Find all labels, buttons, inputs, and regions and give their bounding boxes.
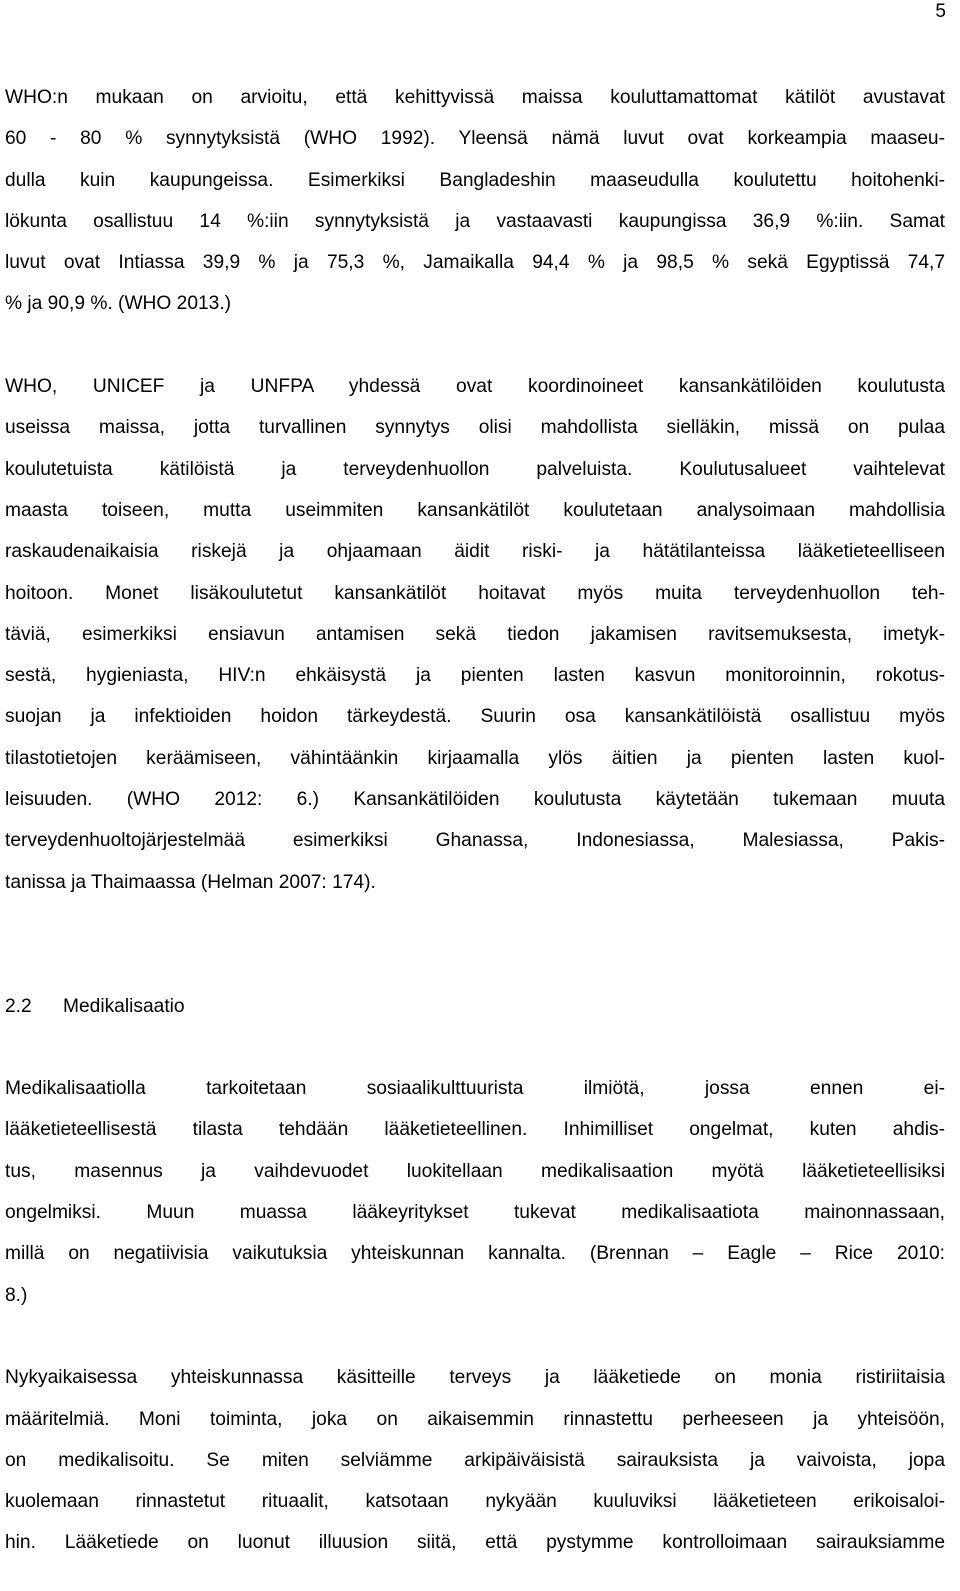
section-heading xyxy=(5,986,945,1027)
text-line: lökunta osallistuu 14 %:iin synnytyksistä ja vastaavasti kaupungissa 36,9 %:iin. Samat xyxy=(5,210,945,232)
text-line: määritelmiä. Moni toiminta, joka on aikaisemmin rinnastettu perheeseen ja yhteisöön, xyxy=(5,1408,945,1430)
text-line: luvut ovat Intiassa 39,9 % ja 75,3 %, Jamaikalla 94,4 % ja 98,5 % sekä Egyptissä 74,7 xyxy=(5,252,945,274)
text-line: WHO:n mukaan on arvioitu, että kehittyvissä maissa kouluttamattomat kätilöt avustavat xyxy=(5,87,945,108)
document-body xyxy=(5,77,945,1564)
text-line: Medikalisaatiolla tarkoitetaan sosiaalikulttuurista ilmiötä, jossa ennen ei- xyxy=(5,1078,945,1100)
text-line: kuolemaan rinnastetut rituaalit, katsotaan nykyään kuuluviksi lääketieteen erikoisaloi- xyxy=(5,1491,945,1513)
text-line: millä on negatiivisia vaikutuksia yhteiskunnan kannalta. (Brennan – Eagle – Rice 2010: xyxy=(5,1243,945,1265)
text-line: suojan ja infektioiden hoidon tärkeydestä. Suurin osa kansankätilöistä osallistuu myös xyxy=(5,706,945,728)
text-line: tanissa ja Thaimaassa (Helman 2007: 174). xyxy=(5,871,376,893)
text-line: hin. Lääketiede on luonut illuusion siitä, että pystymme kontrolloimaan sairauksiamme xyxy=(5,1532,945,1554)
text-line: tilastotietojen keräämiseen, vähintäänkin kirjaamalla ylös äitien ja pienten lasten kuol- xyxy=(5,747,945,769)
text-line: % ja 90,9 %. (WHO 2013.) xyxy=(5,293,232,315)
text-line: leisuuden. (WHO 2012: 6.) Kansankätilöiden koulutusta käytetään tukemaan muuta xyxy=(5,789,945,811)
paragraph xyxy=(5,366,945,903)
text-line: 8.) xyxy=(5,1284,28,1306)
paragraph xyxy=(5,1357,945,1563)
paragraph xyxy=(5,1068,945,1316)
text-line: on medikalisoitu. Se miten selviämme arkipäiväisistä sairauksista ja vaivoista, jopa xyxy=(5,1449,945,1471)
text-line: raskaudenaikaisia riskejä ja ohjaamaan äidit riski- ja hätätilanteissa lääketieteelliseen xyxy=(5,541,945,563)
text-line: 60 - 80 % synnytyksistä (WHO 1992). Yleensä nämä luvut ovat korkeampia maaseu- xyxy=(5,128,945,150)
text-line: hoitoon. Monet lisäkoulutetut kansankätilöt hoitavat myös muita terveydenhuollon teh- xyxy=(5,582,945,604)
text-line: useissa maissa, jotta turvallinen synnytys olisi mahdollista sielläkin, missä on pulaa xyxy=(5,417,945,439)
section-number: 2.2 xyxy=(5,995,32,1017)
paragraph xyxy=(5,77,945,325)
text-line: ongelmiksi. Muun muassa lääkeyritykset tukevat medikalisaatiota mainonnassaan, xyxy=(5,1202,945,1224)
text-line: maasta toiseen, mutta useimmiten kansankätilöt koulutetaan analysoimaan mahdollisia xyxy=(5,499,945,521)
text-line: WHO, UNICEF ja UNFPA yhdessä ovat koordinoineet kansankätilöiden koulutusta xyxy=(5,376,945,398)
page-number: 5 xyxy=(935,1,946,22)
text-line: lääketieteellisestä tilasta tehdään lääketieteellinen. Inhimilliset ongelmat, kuten ahdis- xyxy=(5,1119,945,1141)
text-line: tus, masennus ja vaihdevuodet luokitellaan medikalisaation myötä lääketieteellisiksi xyxy=(5,1160,945,1182)
text-line: sestä, hygieniasta, HIV:n ehkäisystä ja pienten lasten kasvun monitoroinnin, rokotus- xyxy=(5,665,945,687)
text-line: koulutetuista kätilöistä ja terveydenhuollon palveluista. Koulutusalueet vaihtelevat xyxy=(5,458,945,480)
text-line: dulla kuin kaupungeissa. Esimerkiksi Bangladeshin maaseudulla koulutettu hoitohenki- xyxy=(5,169,945,191)
text-line: terveydenhuoltojärjestelmää esimerkiksi Ghanassa, Indonesiassa, Malesiassa, Pakis- xyxy=(5,830,945,852)
text-line: Nykyaikaisessa yhteiskunnassa käsitteille terveys ja lääketiede on monia ristiriitaisia xyxy=(5,1367,945,1389)
text-line: täviä, esimerkiksi ensiavun antamisen sekä tiedon jakamisen ravitsemuksesta, imetyk- xyxy=(5,623,945,645)
section-title: Medikalisaatio xyxy=(63,995,185,1017)
